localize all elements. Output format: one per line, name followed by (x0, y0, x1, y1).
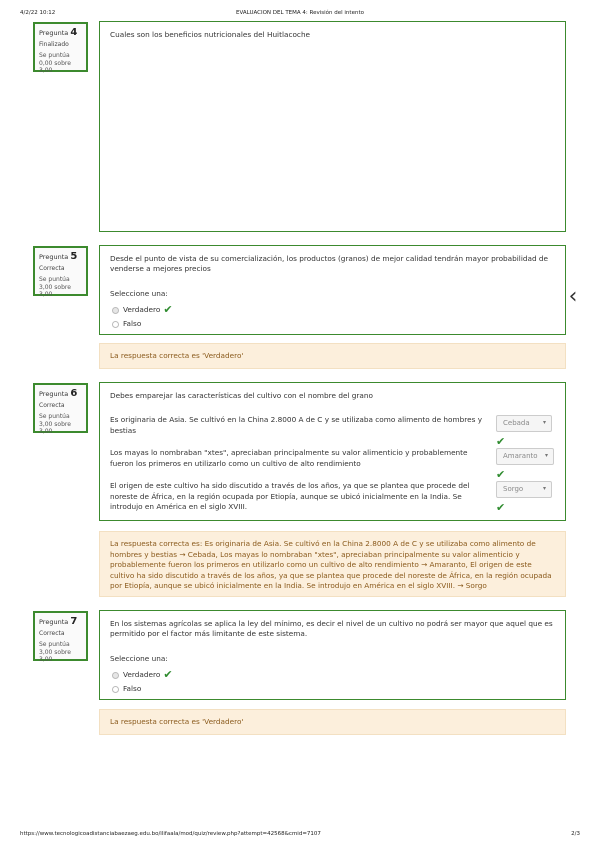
select-one-label: Seleccione una: (110, 653, 168, 663)
check-icon: ✔ (163, 668, 173, 682)
option-label: Falso (123, 318, 142, 328)
question-info-6 (33, 383, 88, 433)
question-grade: Se puntúa 3,00 sobre 3,00 (39, 276, 71, 298)
option-false[interactable] (112, 682, 555, 696)
page-title: EVALUACION DEL TEMA 4: Revisión del intento (236, 10, 364, 16)
question-info-4 (33, 22, 88, 72)
match-row (110, 448, 555, 481)
radio-selected[interactable] (112, 307, 119, 314)
page-number: 2/3 (571, 831, 580, 837)
question-status: Correcta (39, 402, 65, 409)
check-icon: ✔ (496, 468, 506, 482)
option-label: Verdadero (123, 304, 161, 314)
match-text: El origen de este cultivo ha sido discutido a través de los años, ya que se plantea que procede del noreste de África, en la región ocupada por Etiopía, aunque se ubicó inicialmente en la India. Se introdujo en América en el siglo XVIII. (110, 481, 470, 512)
question-box-7 (99, 610, 566, 700)
match-text: Los mayas lo nombraban "xtes", apreciaban principalmente su valor alimenticio y probablemente fueron los primeros en utilizarlo como un cultivo de alto rendimiento (110, 448, 468, 468)
question-label: Pregunta (39, 253, 69, 261)
check-icon: ✔ (496, 501, 506, 515)
question-number: 4 (70, 27, 78, 38)
question-status: Correcta (39, 265, 65, 272)
question-box-5 (99, 245, 566, 335)
option-true[interactable] (112, 303, 555, 317)
match-text: Es originaria de Asia. Se cultivó en la China 2.8000 A de C y se utilizaba como alimento de hombres y bestias (110, 415, 483, 435)
question-info-7 (33, 611, 88, 661)
feedback-text: La respuesta correcta es: Es originaria de Asia. Se cultivó en la China 2.8000 A de C y se utilizaba como alimento de hombres y bestias → Cebada, Los mayas lo nombraban "xtes", apreciaban principalmente su valor alimenticio y probablemente fueron los primeros en utilizarlo como un cultivo de alto rendimiento → Amaranto, El origen de este cultivo ha sido discutido a través de los años, ya que se plantea que procede del noreste de África, en la región ocupada por Etiopía, aunque se ubicó inicialmente en la India. Se introdujo en América en el siglo XVIII. → Sorgo (110, 539, 552, 591)
feedback-text: La respuesta correcta es 'Verdadero' (110, 717, 244, 726)
option-label: Falso (123, 683, 142, 693)
question-box-6 (99, 382, 566, 521)
question-label: Pregunta (39, 618, 69, 626)
match-select-value: Cebada (503, 419, 530, 428)
question-text: En los sistemas agrícolas se aplica la ley del mínimo, es decir el nivel de un cultivo no podrá ser mayor que aquel que es permitido por el factor más limitante de este sistema. (110, 619, 553, 639)
question-number: 5 (70, 251, 78, 262)
question-text: Debes emparejar las características del cultivo con el nombre del grano (110, 391, 373, 400)
page-url: https://www.tecnologicoadistanciabaezaeg.edu.bo/ilifaala/mod/quiz/review.php?attempt=42568&cmid=7107 (20, 831, 321, 837)
question-label: Pregunta (39, 29, 69, 37)
option-true[interactable] (112, 668, 555, 682)
question-info-5 (33, 246, 88, 296)
question-grade: Se puntúa 3,00 sobre 3,00 (39, 641, 71, 663)
feedback-text: La respuesta correcta es 'Verdadero' (110, 351, 244, 360)
question-box-4 (99, 21, 566, 232)
match-select[interactable] (496, 415, 552, 432)
select-one-label: Seleccione una: (110, 288, 168, 298)
print-datetime: 4/2/22 10:12 (20, 10, 56, 16)
match-row (110, 481, 555, 517)
radio-selected[interactable] (112, 672, 119, 679)
match-select[interactable] (496, 448, 554, 465)
question-number: 7 (70, 616, 78, 627)
question-number: 6 (70, 388, 78, 399)
feedback-7 (99, 709, 566, 735)
check-icon: ✔ (163, 303, 173, 317)
feedback-5 (99, 343, 566, 369)
question-grade: Se puntúa 0,00 sobre 3,00 (39, 52, 71, 74)
chevron-down-icon: ▾ (542, 485, 546, 493)
chevron-left-icon[interactable]: ‹ (568, 284, 578, 309)
match-select[interactable] (496, 481, 552, 498)
match-select-value: Amaranto (503, 452, 538, 461)
match-row (110, 415, 555, 448)
question-status: Finalizado (39, 41, 69, 48)
question-status: Correcta (39, 630, 65, 637)
check-icon: ✔ (496, 435, 506, 449)
chevron-down-icon: ▾ (542, 419, 546, 427)
feedback-6 (99, 531, 566, 597)
option-label: Verdadero (123, 669, 161, 679)
match-select-value: Sorgo (503, 485, 524, 494)
question-text: Cuales son los beneficios nutricionales del Huitlacoche (110, 30, 311, 39)
radio-unselected[interactable] (112, 321, 119, 328)
question-grade: Se puntúa 3,00 sobre 3,00 (39, 413, 71, 435)
question-text: Desde el punto de vista de su comercialización, los productos (granos) de mejor calidad tendrán mayor probabilidad de venderse a mejores precios (110, 254, 549, 274)
chevron-down-icon: ▾ (544, 452, 548, 460)
radio-unselected[interactable] (112, 686, 119, 693)
option-false[interactable] (112, 317, 555, 331)
question-label: Pregunta (39, 390, 69, 398)
